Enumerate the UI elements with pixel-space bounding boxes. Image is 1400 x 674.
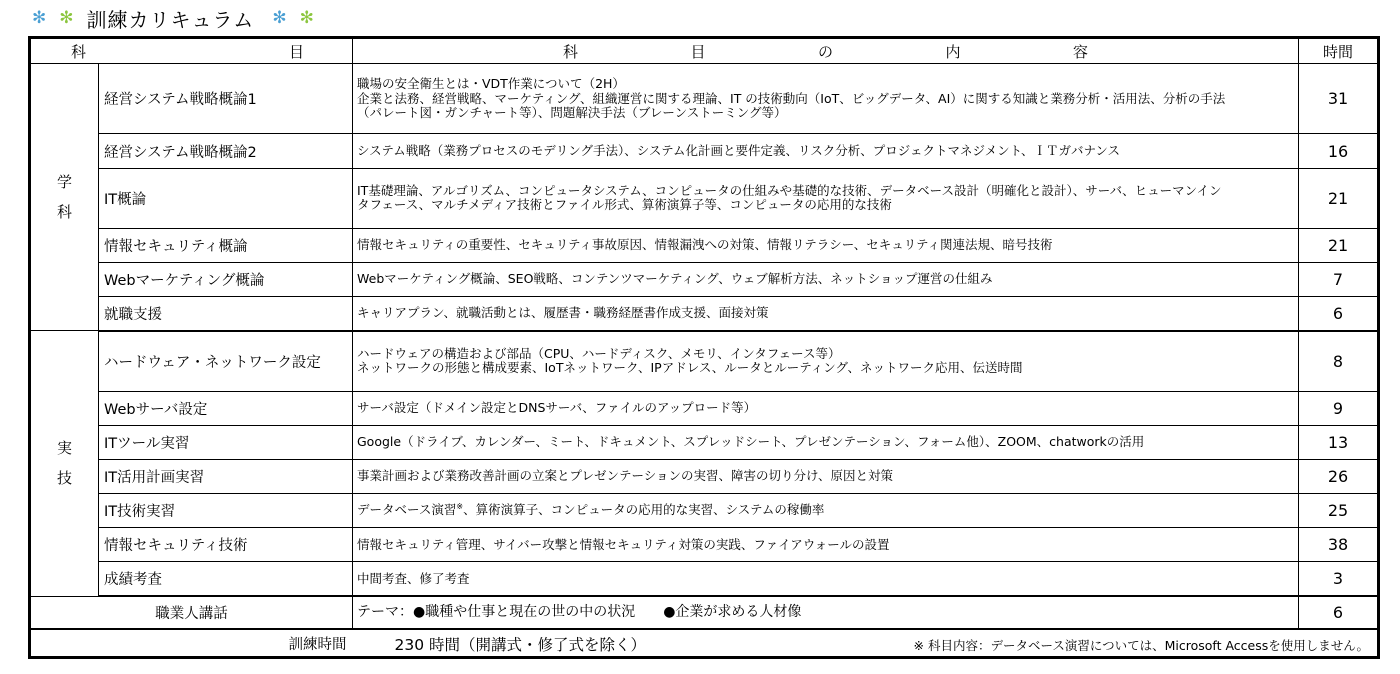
content-line: キャリアプラン、就職活動とは、履歴書・職務経歴書作成支援、面接対策 <box>357 305 769 321</box>
content-cell <box>353 391 1299 425</box>
header-subject <box>30 38 353 64</box>
curriculum-table <box>28 36 1380 659</box>
header-content-char: 内 <box>945 42 961 61</box>
table-row <box>30 528 1379 562</box>
table-row <box>30 134 1379 168</box>
hours-cell: 25 <box>1299 494 1379 528</box>
subject-cell: 経営システム戦略概論2 <box>99 134 353 168</box>
content-line: ネットワークの形態と構成要素、IoTネットワーク、IPアドレス、ルータとルーティング、ネットワーク応用、伝送時間 <box>357 360 1023 376</box>
hours-cell: 13 <box>1299 425 1379 459</box>
subject-cell: IT概論 <box>99 168 353 228</box>
table-row <box>30 228 1379 262</box>
content-cell <box>353 168 1299 228</box>
hours-cell: 31 <box>1299 64 1379 134</box>
content-cell <box>353 134 1299 168</box>
header-hours: 時間 <box>1299 38 1379 64</box>
asterisk-star-blue-icon: ✻ <box>272 7 287 28</box>
content-line: ハードウェアの構造および部品（CPU、ハードディスク、メモリ、インタフェース等） <box>357 345 841 361</box>
hours-cell: 9 <box>1299 391 1379 425</box>
content-cell <box>353 562 1299 596</box>
total-row <box>30 629 1379 657</box>
asterisk-star-green-icon: ✻ <box>59 7 74 28</box>
content-line: 事業計画および業務改善計画の立案とプレゼンテーションの実習、障害の切り分け、原因と対策 <box>357 468 894 484</box>
subject-cell: 情報セキュリティ技術 <box>99 528 353 562</box>
category-practical <box>30 331 99 596</box>
content-line: 中間考査、修了考査 <box>357 570 470 586</box>
content-cell <box>353 297 1299 331</box>
content-cell <box>353 528 1299 562</box>
content-line: Google（ドライブ、カレンダー、ミート、ドキュメント、スプレッドシート、プレゼンテーション、フォーム他）、ZOOM、chatworkの活用 <box>357 434 1145 450</box>
subject-cell: ハードウェア・ネットワーク設定 <box>99 331 353 391</box>
total-label: 訓練時間 <box>30 629 353 657</box>
subject-cell: ITツール実習 <box>99 425 353 459</box>
content-line: 職場の安全衛生とは・VDT作業について（2H） <box>357 76 625 92</box>
content-line: 企業と法務、経営戦略、マーケティング、組織運営に関する理論、IT の技術動向（IoT、ビッグデータ、AI）に関する知識と業務分析・活用法、分析の手法 <box>357 90 1226 106</box>
title-bar <box>32 4 327 32</box>
table-row <box>30 425 1379 459</box>
hours-cell: 3 <box>1299 562 1379 596</box>
table-row <box>30 494 1379 528</box>
table-row <box>30 297 1379 331</box>
subject-cell: Webサーバ設定 <box>99 391 353 425</box>
subject-cell: 経営システム戦略概論1 <box>99 64 353 134</box>
header-content-char: 科 <box>563 42 579 61</box>
table-row <box>30 391 1379 425</box>
category-academic <box>30 64 99 331</box>
content-line: 情報セキュリティの重要性、セキュリティ事故原因、情報漏洩への対策、情報リテラシー、セキュリティ関連法規、暗号技術 <box>357 237 1053 253</box>
hours-cell: 21 <box>1299 168 1379 228</box>
subject-cell: 成績考査 <box>99 562 353 596</box>
header-content-char: の <box>817 42 833 61</box>
header-content-char: 容 <box>1072 42 1088 61</box>
hours-cell: 21 <box>1299 228 1379 262</box>
total-hours: 230 時間（開講式・修了式を除く） <box>394 636 647 655</box>
table-row <box>30 64 1379 134</box>
footnote-mark: ※ <box>456 502 464 512</box>
subject-cell: IT活用計画実習 <box>99 459 353 493</box>
category-char: 科 <box>56 203 72 222</box>
content-text: データベース演習 <box>357 502 457 518</box>
hours-cell: 6 <box>1299 297 1379 331</box>
hours-cell: 38 <box>1299 528 1379 562</box>
table-row <box>30 562 1379 596</box>
content-cell <box>353 459 1299 493</box>
table-row <box>30 331 1379 391</box>
subject-cell: IT技術実習 <box>99 494 353 528</box>
asterisk-star-green-icon: ✻ <box>299 7 314 28</box>
hours-cell: 7 <box>1299 263 1379 297</box>
hours-cell: 16 <box>1299 134 1379 168</box>
header-row <box>30 38 1379 64</box>
content-cell <box>353 64 1299 134</box>
total-value-cell <box>353 629 1379 657</box>
header-content-char: 目 <box>690 42 706 61</box>
content-line: サーバ設定（ドメイン設定とDNSサーバ、ファイルのアップロード等） <box>357 399 757 415</box>
content-line: システム戦略（業務プロセスのモデリング手法）、システム化計画と要件定義、リスク分析、プロジェクトマネジメント、ＩＴガバナンス <box>357 142 1121 158</box>
content-line: （パレート図・ガンチャート等）、問題解決手法（ブレーンストーミング等） <box>357 105 787 121</box>
content-cell <box>353 425 1299 459</box>
category-char: 技 <box>56 469 72 488</box>
content-cell <box>353 228 1299 262</box>
subject-cell: 就職支援 <box>99 297 353 331</box>
content-line: IT基礎理論、アルゴリズム、コンピュータシステム、コンピュータの仕組みや基礎的な技術、データベース設計（明確化と設計）、サーバ、ヒューマンイン <box>357 182 1222 198</box>
category-char: 実 <box>56 439 72 458</box>
content-line: Webマーケティング概論、SEO戦略、コンテンツマーケティング、ウェブ解析方法、ネットショップ運営の仕組み <box>357 271 993 287</box>
content-cell <box>353 494 1299 528</box>
footnote: ※ 科目内容：データベース演習については、Microsoft Accessを使用しません。 <box>913 638 1369 653</box>
header-content <box>353 38 1299 64</box>
hours-cell: 26 <box>1299 459 1379 493</box>
content-line: タフェース、マルチメディア技術とファイル形式、算術演算子等、コンピュータの応用的な技術 <box>357 197 892 213</box>
header-subject-char: 目 <box>288 42 304 61</box>
lecture-row <box>30 596 1379 629</box>
content-text: 、算術演算子、コンピュータの応用的な実習、システムの稼働率 <box>463 502 825 518</box>
table-row <box>30 459 1379 493</box>
subject-cell: 情報セキュリティ概論 <box>99 228 353 262</box>
asterisk-star-blue-icon: ✻ <box>32 7 47 28</box>
content-cell <box>353 331 1299 391</box>
page-title: 訓練カリキュラム <box>86 7 255 32</box>
content-cell <box>353 263 1299 297</box>
lecture-subject: 職業人講話 <box>30 596 353 629</box>
content-line: 情報セキュリティ管理、サイバー攻撃と情報セキュリティ対策の実践、ファイアウォールの設置 <box>357 536 890 552</box>
lecture-content: テーマ：●職種や仕事と現在の世の中の状況 ●企業が求める人材像 <box>353 596 1299 629</box>
subject-cell: Webマーケティング概論 <box>99 263 353 297</box>
header-subject-char: 科 <box>71 42 87 61</box>
table-row <box>30 168 1379 228</box>
hours-cell: 8 <box>1299 331 1379 391</box>
table-row <box>30 263 1379 297</box>
category-char: 学 <box>56 173 72 192</box>
hours-cell: 6 <box>1299 596 1379 629</box>
